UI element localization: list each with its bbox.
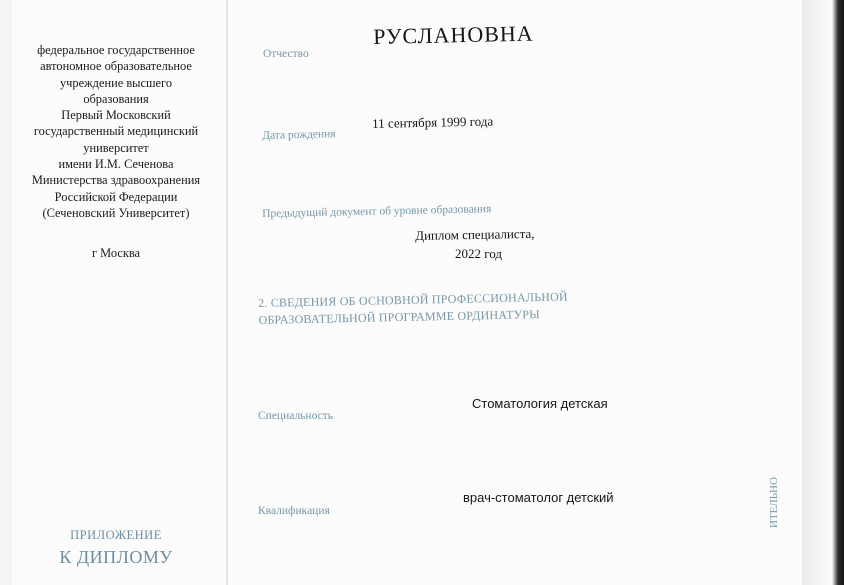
- institution-line: образования: [83, 91, 149, 106]
- institution-line: университет: [83, 140, 149, 155]
- patronymic-label: Отчество: [263, 48, 309, 60]
- institution-line: Первый Московский: [61, 108, 171, 123]
- birthdate-label: Дата рождения: [262, 128, 336, 142]
- appendix-line1: ПРИЛОЖЕНИЕ: [70, 528, 162, 542]
- specialty-value: Стоматология детская: [472, 396, 608, 411]
- qualification-value: врач-стоматолог детский: [463, 490, 614, 505]
- margin-vertical-text: ИТЕЛЬНО: [768, 477, 780, 528]
- institution-line: государственный медицинский: [33, 124, 199, 139]
- birthdate-value: 11 сентября 1999 года: [372, 113, 494, 131]
- institution-line: Российской Федерации: [54, 189, 178, 204]
- prev-doc-value-line1: Диплом специалиста,: [415, 225, 535, 243]
- section-title-line2: ОБРАЗОВАТЕЛЬНОЙ ПРОГРАММЕ ОРДИНАТУРЫ: [258, 307, 541, 327]
- appendix-heading: [18, 528, 214, 568]
- institution-line: автономное образовательное: [40, 59, 192, 74]
- institution-block: [18, 42, 214, 221]
- institution-line: федеральное государственное: [37, 43, 195, 57]
- institution-line: Министерства здравоохранения: [31, 173, 201, 188]
- patronymic-value: РУСЛАНОВНА: [373, 20, 534, 49]
- section-title-line1: 2. СВЕДЕНИЯ ОБ ОСНОВНОЙ ПРОФЕССИОНАЛЬНОЙ: [258, 289, 568, 310]
- city: г Москва: [91, 246, 141, 260]
- qualification-label: Квалификация: [258, 505, 330, 517]
- institution-line: имени И.М. Сеченова: [58, 157, 174, 172]
- page-edge: [802, 0, 844, 585]
- specialty-label: Специальность: [258, 410, 333, 422]
- appendix-line2: К ДИПЛОМУ: [59, 547, 173, 567]
- page-divider: [226, 0, 228, 585]
- prev-doc-label: Предыдущий документ об уровне образования: [262, 203, 492, 220]
- prev-doc-value-line2: 2022 год: [455, 246, 502, 261]
- institution-line: учреждение высшего: [59, 75, 173, 90]
- institution-line: (Сеченовский Университет): [42, 205, 190, 220]
- section-title: [258, 289, 568, 329]
